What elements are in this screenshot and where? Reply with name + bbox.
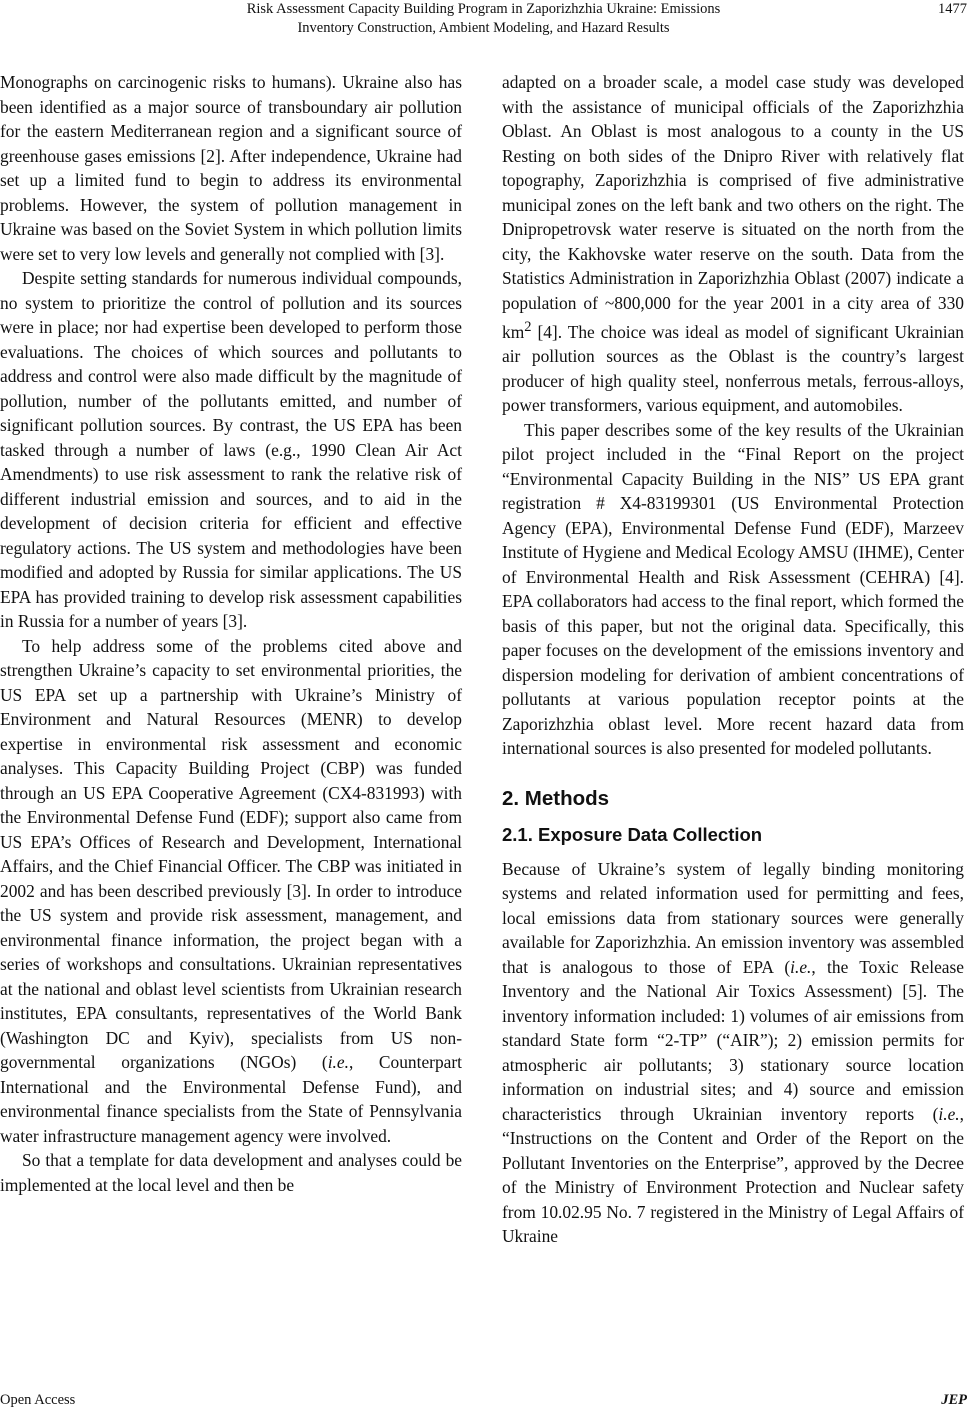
paragraph: So that a template for data development and analyses could be implemented at the local level and then be — [0, 1150, 462, 1195]
running-title-line-1: Risk Assessment Capacity Building Program in Zaporizhzhia Ukraine: Emissions — [246, 1, 721, 17]
section-heading: 2. Methods — [502, 786, 610, 810]
paragraph: This paper describes some of the key results of the Ukrainian pilot project included in the “Final Report on the project “Environmental Capacity Building in the NIS” US EPA grant registration # X4-83199301 (US Environmental Protection Agency (EPA), Environmental Defense Fund (EDF), Marzeev Institute of Hygiene and Medical Ecology AMSU (IHME), Center of Environmental Health and Risk Assessment (CEHRA) [4]. EPA collaborators had access to the final report, which formed the basis of this paper, but not the original data. Specifically, this paper focuses on the development of the emissions inventory and dispersion modeling for derivation of ambient concentrations of pollutants at various population receptor points at the Zaporizhzhia oblast level. More recent hazard data from international sources is also presented for modeled pollutants. — [502, 419, 964, 759]
running-title-line-2: Inventory Construction, Ambient Modeling, and Hazard Results — [297, 20, 670, 36]
italic-text: i.e. — [938, 1103, 960, 1124]
paragraph — [502, 70, 964, 418]
italic-text: i.e. — [327, 1052, 349, 1072]
running-title — [0, 0, 967, 38]
paragraph — [0, 634, 462, 1149]
page-header — [0, 0, 967, 42]
italic-text: i.e. — [790, 956, 812, 977]
paragraph: Despite setting standards for numerous individual compounds, no system to prioritize the control of pollution and its sources were in place; nor had expertise been developed to perform those evaluations. The choices of which sources and pollutants to address and control were also made difficult by the magnitude of pollution, number of the pollutants emitted, and number of significant pollution sources. By contrast, the US EPA has been tasked through a number of laws (e.g., 1990 Clean Air Act Amendments) to use risk assessment to rank the relative risk of different industrial emission and sources, and to aid in the development of decision criteria for efficient and effective regulatory actions. The US system and methodologies have been modified and adopted by Russia for similar applications. The US EPA has provided training to develop risk assessment capabilities in Russia for a number of years [3]. — [0, 268, 462, 631]
text-span: adapted on a broader scale, a model case study was developed with the assistance of municipal officials of the Zaporizhzhia Oblast. An Oblast is most analogous to a county in the US Resting on both sides of the Dnipro River with relatively flat topography, Zaporizhzhia is comprised of five administrative municipal zones on the left bank and two others on the right. The Dnipropetrovsk water reserve is situated on the north from the city, the Kakhovske water reserve on the south. Data from the Statistics Administration in Zaporizhzhia Oblast (2007) indicate a population of ~800,000 for the year 2001 in a city area of 330 km — [502, 72, 964, 342]
left-column — [0, 70, 462, 1197]
paragraph — [502, 857, 964, 1249]
superscript: 2 — [524, 319, 532, 335]
page-number: 1477 — [938, 1, 967, 17]
text-span: , “Instructions on the Content and Order of the Report on the Pollutant Inventories on the Enterprise”, approved by the Decree of the Ministry of Environment Protection and Nuclear safety from 10.02.95 No. 7 registered in the Ministry of Legal Affairs of Ukraine — [502, 1103, 964, 1247]
text-span: To help address some of the problems cited above and strengthen Ukraine’s capacity to set environmental priorities, the US EPA set up a partnership with Ukraine’s Ministry of Environment and Natural Resources (MENR) to develop expertise in environmental risk assessment and economic analyses. This Capacity Building Project (CBP) was funded through an US EPA Cooperative Agreement (CX4-831993) with the Environmental Defense Fund (EDF); support also came from US EPA’s Offices of Research and Development, International Affairs, and the Chief Financial Officer. The CBP was initiated in 2002 and has been described previously [3]. In order to introduce the US system and provide risk assessment, management, and environmental finance information, the project began with a series of workshops and consultations. Ukrainian representatives at the national and oblast level scientists from Ukrainian research institutes, EPA consultants, representatives of the World Bank (Washington DC and Kyiv), specialists from US non-governmental organizations (NGOs) ( — [0, 635, 462, 1072]
text-span: Because of Ukraine’s system of legally binding monitoring systems and related information used for permitting and fees, local emissions data from stationary sources were generally available for Zaporizhzhia. An emission inventory was assembled that is analogous to those of EPA ( — [502, 858, 964, 977]
right-column — [502, 70, 964, 1249]
text-span: , Counterpart International and the Environmental Defense Fund), and environmental finance specialists from the State of Pennsylvania water infrastructure management agency were involved. — [0, 1052, 462, 1146]
text-span: , the Toxic Release Inventory and the National Air Toxics Assessment) [5]. The inventory information included: 1) volumes of air emissions from standard State form “2-TP” (“AIR”); 2) emission permits for atmospheric air pollutants; 3) stationary source location information on industrial sites; and 4) source and emission characteristics through Ukrainian inventory reports ( — [502, 956, 965, 1124]
footer-journal: JEP — [941, 1392, 967, 1408]
paragraph: Monographs on carcinogenic risks to humans). Ukraine also has been identified as a major source of transboundary air pollution for the eastern Mediterranean region and a significant source of greenhouse gases emissions [2]. After independence, Ukraine had set up a limited fund to begin to address its environmental problems. However, the system of pollution management in Ukraine was based on the Soviet System in which pollution limits were set to very low levels and generally not complied with [3]. — [0, 72, 462, 264]
footer-open-access: Open Access — [0, 1392, 76, 1408]
text-span: [4]. The choice was ideal as model of significant Ukrainian air pollution sources as the Oblast is the country’s largest producer of high quality steel, nonferrous metals, ferrous-alloys, power transformers, various equipment, and automobiles. — [502, 321, 964, 416]
subsection-heading: 2.1. Exposure Data Collection — [502, 823, 763, 845]
